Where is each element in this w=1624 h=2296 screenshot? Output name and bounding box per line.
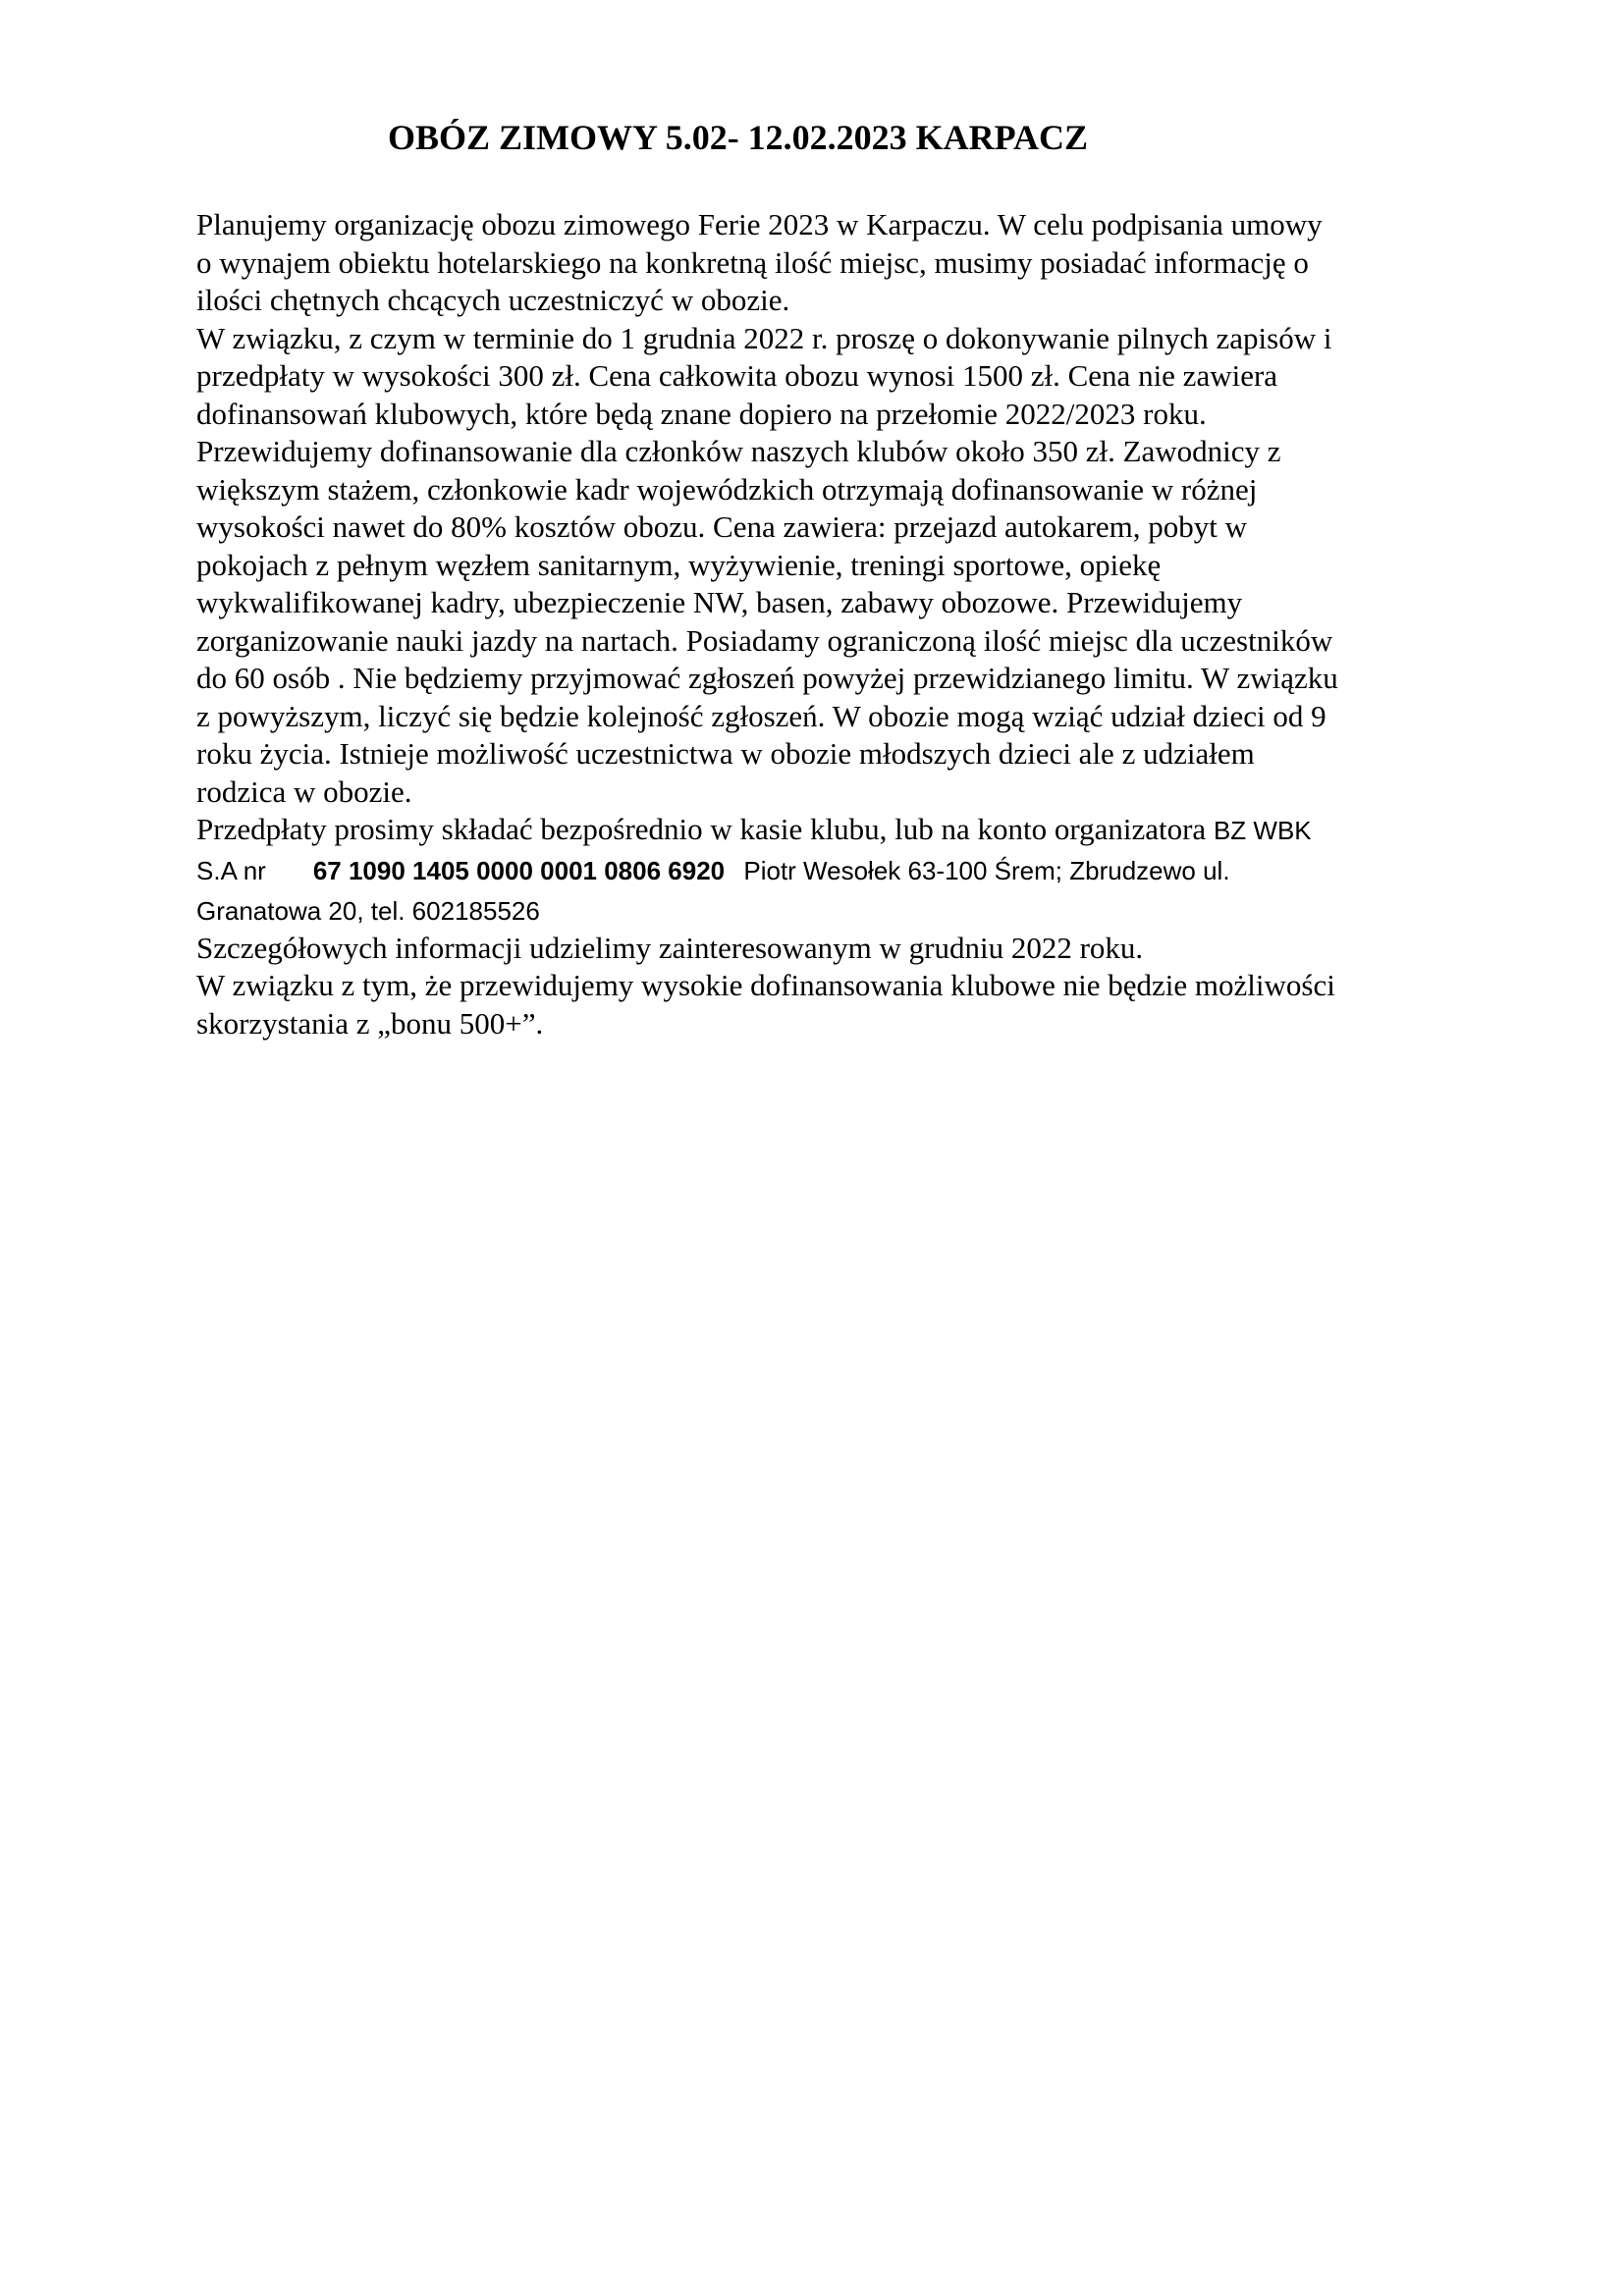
body-line: ilości chętnych chcących uczestniczyć w obozie. [196, 283, 790, 317]
body-line: wykwalifikowanej kadry, ubezpieczenie NW, basen, zabawy obozowe. Przewidujemy [196, 585, 1243, 619]
payment-line-2 [196, 849, 1483, 889]
body-line: rodzica w obozie. [196, 774, 412, 809]
body-line: Planujemy organizację obozu zimowego Ferie 2023 w Karpaczu. W celu podpisania umowy [196, 207, 1323, 241]
payee-details: Piotr Wesołek 63-100 Śrem; Zbrudzewo ul. [736, 855, 1230, 885]
account-number: 67 1090 1405 0000 0001 0806 6920 [312, 855, 726, 885]
closing-line: Szczegółowych informacji udzielimy zainteresowanym w grudniu 2022 roku. [196, 930, 1144, 965]
body-line: większym stażem, członkowie kadr wojewódzkich otrzymają dofinansowanie w różnej [196, 471, 1258, 507]
bank-name: BZ WBK [1213, 816, 1312, 845]
document-title: OBÓZ ZIMOWY 5.02- 12.02.2023 KARPACZ [388, 118, 1089, 157]
body-line: z powyższym, liczyć się będzie kolejność zgłoszeń. W obozie mogą wziąć udział dzieci od 9 [196, 698, 1326, 733]
body-line: Przewidujemy dofinansowanie dla członków naszych klubów około 350 zł. Zawodnicy z [196, 434, 1281, 468]
closing-line: W związku z tym, że przewidujemy wysokie dofinansowania klubowe nie będzie możliwości [196, 968, 1335, 1002]
body-line: roku życia. Istnieje możliwość uczestnictwa w obozie młodszych dzieci ale z udziałem [196, 736, 1255, 771]
payment-instruction: Przedpłaty prosimy składać bezpośrednio w kasie klubu, lub na konto organizatora [196, 812, 1214, 846]
payment-line-3 [196, 889, 1483, 930]
body-line: do 60 osób . Nie będziemy przyjmować zgłoszeń powyżej przewidzianego limitu. W związku [196, 661, 1338, 695]
closing-line: skorzystania z „bonu 500+”. [196, 1005, 544, 1041]
document-body [196, 206, 1483, 1042]
bank-name-suffix: S.A nr [196, 855, 266, 885]
body-line: pokojach z pełnym węzłem sanitarnym, wyżywienie, treningi sportowe, opiekę [196, 547, 1162, 582]
payment-line-1 [196, 811, 1483, 849]
body-line: o wynajem obiektu hotelarskiego na konkretną ilość miejsc, musimy posiadać informację o [196, 244, 1309, 280]
body-line: zorganizowanie nauki jazdy na nartach. Posiadamy ograniczoną ilość miejsc dla uczestników [196, 622, 1333, 658]
body-line: wysokości nawet do 80% kosztów obozu. Cena zawiera: przejazd autokarem, pobyt w [196, 509, 1248, 544]
body-line: dofinansowań klubowych, które będą znane dopiero na przełomie 2022/2023 roku. [196, 396, 1207, 431]
body-line: W związku, z czym w terminie do 1 grudnia 2022 r. proszę o dokonywanie pilnych zapisów i [196, 320, 1332, 355]
payee-address: Granatowa 20, tel. 602185526 [196, 895, 540, 926]
body-line: przedpłaty w wysokości 300 zł. Cena całkowita obozu wynosi 1500 zł. Cena nie zawiera [196, 358, 1278, 393]
